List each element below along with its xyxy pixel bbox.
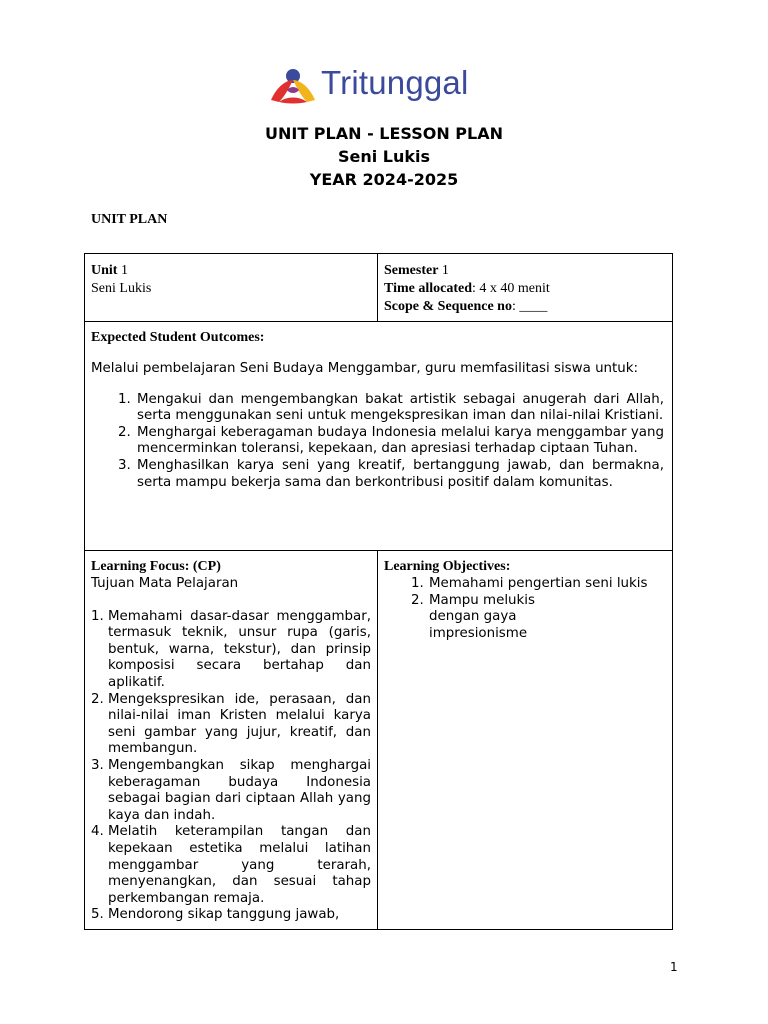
learning-focus-cell [85, 551, 378, 930]
page-number: 1 [670, 960, 678, 974]
time-allocated-value: : 4 x 40 menit [472, 281, 550, 296]
learning-focus-list [91, 609, 371, 924]
outcomes-cell [85, 322, 673, 551]
document-title: UNIT PLAN - LESSON PLAN [264, 124, 503, 143]
semester-label: Semester [384, 263, 439, 278]
outcomes-heading: Expected Student Outcomes: [91, 330, 265, 345]
time-allocated-label: Time allocated [384, 281, 473, 296]
outcomes-intro: Melalui pembelajaran Seni Budaya Menggambar, guru memfasilitasi siswa untuk: [91, 361, 639, 376]
list-item: 4. Melatih keterampilan tangan dan kepekaan estetika melalui latihan menggambar yang terarah, menyenangkan, dan sesuai tahap perkembangan remaja. [108, 824, 371, 907]
unit-value: 1 [117, 263, 128, 278]
document-year: YEAR 2024-2025 [309, 170, 459, 189]
list-item: 2. Menghargai keberagaman budaya Indonesia melalui karya menggambar yang mencerminkan toleransi, kepekaan, dan apresiasi terhadap ciptaan Tuhan. [135, 425, 664, 458]
learning-focus-subheading: Tujuan Mata Pelajaran [91, 576, 239, 591]
list-item: 5. Mendorong sikap tanggung jawab, [108, 907, 371, 924]
semester-value: 1 [438, 263, 449, 278]
logo-wordmark: Tritunggal [321, 64, 469, 101]
semester-cell [378, 254, 673, 322]
tritunggal-logo [269, 66, 479, 106]
list-item: 2. Mampu melukis dengan gaya impresionisme [428, 593, 666, 643]
list-item: 2. Mengekspresikan ide, perasaan, dan nilai-nilai iman Kristen melalui karya seni gambar yang jujur, kreatif, dan membangun. [108, 692, 371, 758]
unit-cell [85, 254, 378, 322]
learning-focus-heading: Learning Focus: (CP) [91, 559, 221, 574]
list-item: 1. Mengakui dan mengembangkan bakat artistik sebagai anugerah dari Allah, serta menggunakan seni untuk mengekspresikan iman dan nilai-nilai Kristiani. [135, 392, 664, 425]
unit-plan-table [84, 253, 673, 930]
tritunggal-logo-icon [269, 66, 317, 106]
scope-sequence-label: Scope & Sequence no [384, 299, 512, 314]
scope-sequence-value: : ____ [511, 299, 548, 314]
unit-name: Seni Lukis [91, 281, 152, 296]
list-item: 1. Memahami dasar-dasar menggambar, termasuk teknik, unsur rupa (garis, bentuk, warna, tekstur), dan prinsip komposisi secara bertahap dan aplikatif. [108, 609, 371, 692]
outcomes-list [91, 392, 664, 492]
document-subject: Seni Lukis [337, 147, 431, 166]
learning-objectives-cell [378, 551, 673, 930]
unit-label: Unit [91, 263, 118, 278]
list-item: 3. Mengembangkan sikap menghargai keberagaman budaya Indonesia sebagai bagian dari ciptaan Allah yang kaya dan indah. [108, 758, 371, 824]
list-item: 3. Menghasilkan karya seni yang kreatif, bertanggung jawab, dan bermakna, serta mampu bekerja sama dan berkontribusi positif dalam komunitas. [135, 458, 664, 491]
learning-objectives-heading: Learning Objectives: [384, 559, 511, 574]
learning-objectives-list [384, 576, 666, 642]
section-label-unit-plan: UNIT PLAN [91, 212, 168, 227]
list-item: 1. Memahami pengertian seni lukis [428, 576, 666, 593]
